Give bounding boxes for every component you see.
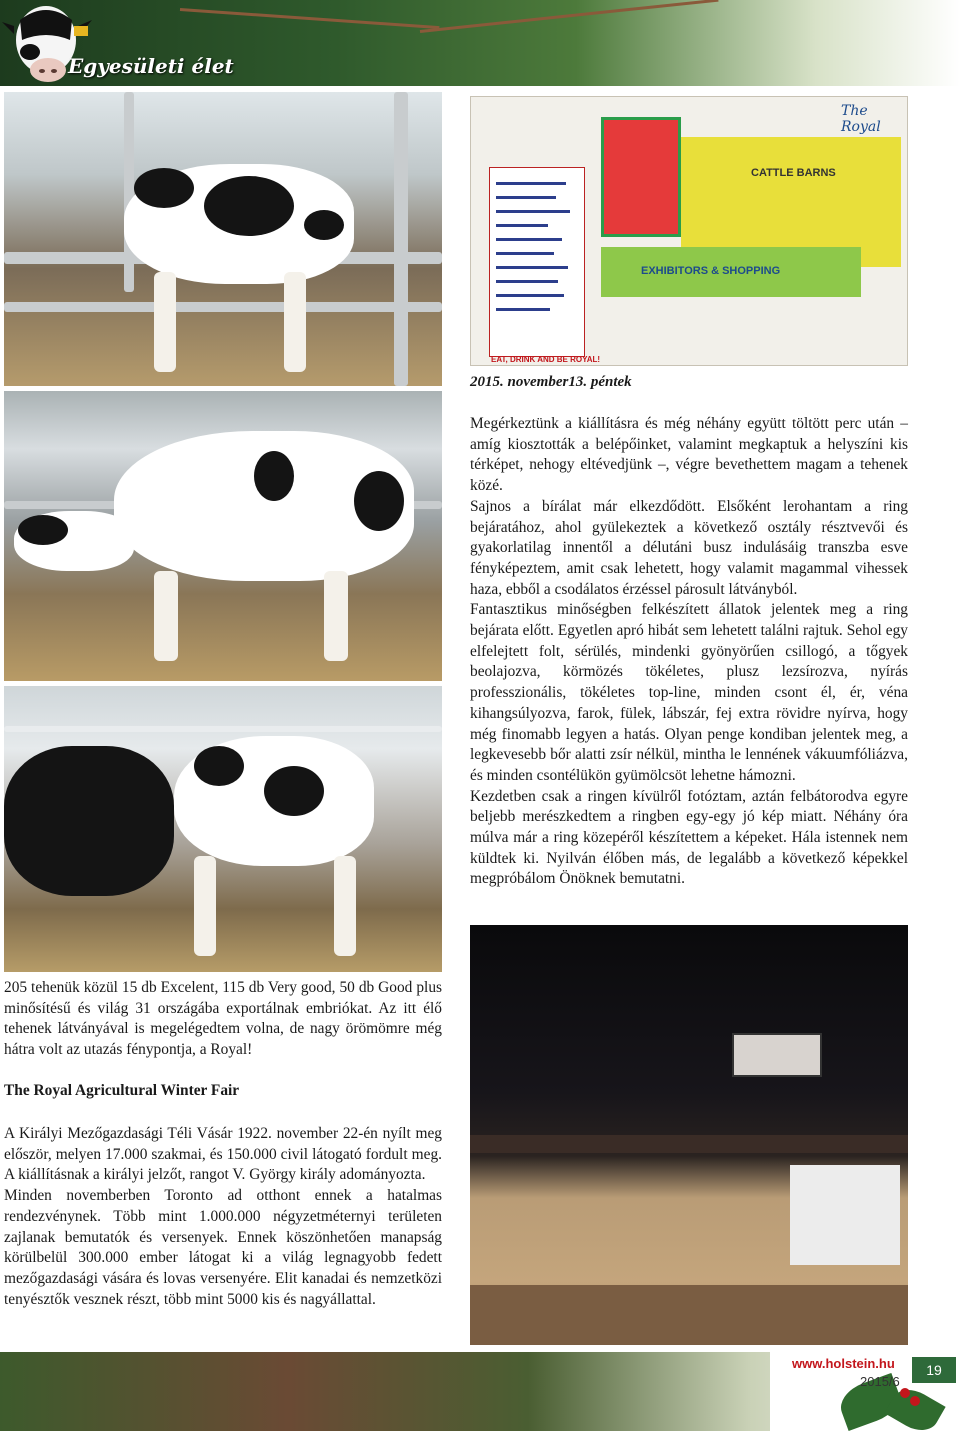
pine-branch-decoration [180,8,440,29]
paragraph: Fantasztikus minőségben felkészített állatok jelentek meg a ring bejárata előtt. Egyetlen apró hibát sem lehetett találni rajtuk. Sehol egy elfelejtett folt, sérülés, mindenki gyönyörűen csillogó, a tőgyek beolajozva, körmözés tökéletes, plusz lezsírozva, nyírás professzionális, tökéletes top-line, minden csont él, ér, véna kihangsúlyozva, farok, fülek, lábszár, fej extra rövidre nyírva, hogy még finomabb legyen a hatás. Olyan penge kondiban jelentek meg, a legkevesebb bőr alatti zsír nélkül, mintha le lennének vákuumfóliázva, és minden csontélükön gyümölcsöt lehetne hámozni. [470,601,908,784]
paragraph: Sajnos a bírálat már elkezdődött. Elsőként lerohantam a ring bejáratához, ahol gyülekeztek a következő osztály résztvevői és gyakorlatilag innentől a délutáni busz indulásáig transzba esve fényképeztem, amit csak lehetett, hogy valamit magammal vihessek haza, ebből a csodálatos érzéssel párosult látványból. [470,497,908,598]
cow-spot [254,451,294,501]
arena-photo [470,925,908,1345]
section-title: Egyesületi élet [68,54,234,78]
article-right-column [470,414,908,890]
paragraph: Kezdetben csak a ringen kívülről fotóztam, aztán felbátorodva egyre beljebb merészkedtem a ringben egy-egy jó kép miatt. Néhány óra múlva már a ring közepéről készítettem a képeket. Hála istennek nem küldtek ki. Nyilván élőben más, de legalább a következő képekkel megpróbálom Önöknek bemutatni. [470,787,908,888]
article-left-intro: 205 tehenük közül 15 db Excelent, 115 db Very good, 50 db Good plus minősítésű és világ 31 országába exportálnak embriókat. Az itt élő tehenek látványával is megelégedtem volna, de nagy örömömre még hátra volt az utazás fénypontja, a Royal! [4,979,442,1059]
article-left-column [4,1124,442,1310]
legend-line [496,196,556,199]
cow-spot [18,515,68,545]
cow-spot [134,168,194,208]
barn-cow-photo [4,391,442,681]
paragraph: Megérkeztünk a kiállításra és még néhány együtt töltött perc után – amíg kiosztották a belépőinket, valamint megkaptuk a helyszíni kis térképet, nehogy eltévedjünk –, végre bevethettem magam a tehenek közé. [470,415,908,495]
page-number: 19 [912,1357,956,1383]
map-legend [489,167,585,357]
cow-spot [194,746,244,786]
pine-branch-decoration [420,0,719,33]
cow-leg [154,272,176,372]
cow-leg [334,856,356,956]
legend-line [496,210,570,213]
fair-map-photo [470,96,908,366]
arena-stands [470,1135,908,1153]
subheading: The Royal Agricultural Winter Fair [4,1082,240,1099]
cow-leg [324,571,348,661]
cow-spot [304,210,344,240]
legend-line [496,280,558,283]
ring-area [601,117,681,237]
legend-line [496,266,568,269]
legend-line [496,308,550,311]
exhibitors-area [601,247,861,297]
cow-spot [264,766,324,816]
royal-logo: The Royal [841,103,881,135]
cow-leg [154,571,178,661]
stall-post [394,92,408,386]
cow-leg [284,272,306,372]
legend-line [496,252,554,255]
barn-cow-photo [4,92,442,386]
legend-line [496,182,566,185]
map-caption-date: 2015. november13. péntek [470,374,632,390]
paragraph: Minden novemberben Toronto ad otthont ennek a hatalmas rendezvénynek. Több mint 1.000.000 négyzetméternyi területen zajlanak bemutatók és versenyek. Ennek köszönhetően manapság körülbelül 300.000 ember látogat ki a világ legnagyobb fedett mezőgazdasági vására és lovas versenyére. Elit kanadai és nemzetközi tenyésztők vesznek részt, több mint 5000 kis és nagyállattal. [4,1187,442,1308]
stall-rail [4,302,442,312]
holly-berry-icon [900,1388,910,1398]
holly-berry-icon [910,1396,920,1406]
exhibitors-label: EXHIBITORS & SHOPPING [641,265,781,277]
black-cow [4,746,174,896]
issue-number: 2015/6 [860,1374,900,1389]
jumbotron-screen [732,1033,822,1077]
site-url-link[interactable]: www.holstein.hu [792,1356,895,1371]
legend-line [496,294,564,297]
legend-line [496,238,562,241]
legend-line [496,224,548,227]
barn-cow-photo [4,686,442,972]
map-tagline: EAT, DRINK AND BE ROYAL! [491,355,601,364]
cow-spot [354,471,404,531]
paragraph: A Királyi Mezőgazdasági Téli Vásár 1922. november 22-én nyílt meg először, melyen 17.000 szakmai, és 150.000 civil látogató fordult meg. A kiállításnak a királyi jelzőt, rangot V. György király adományozta. [4,1125,442,1184]
arena-foreground [470,1285,908,1345]
cattle-barns-label: CATTLE BARNS [751,167,836,179]
header-banner [0,0,960,86]
cow-spot [204,176,294,236]
white-fence [790,1165,900,1265]
cow-leg [194,856,216,956]
stall-post [124,92,134,292]
ceiling-light [4,726,442,732]
